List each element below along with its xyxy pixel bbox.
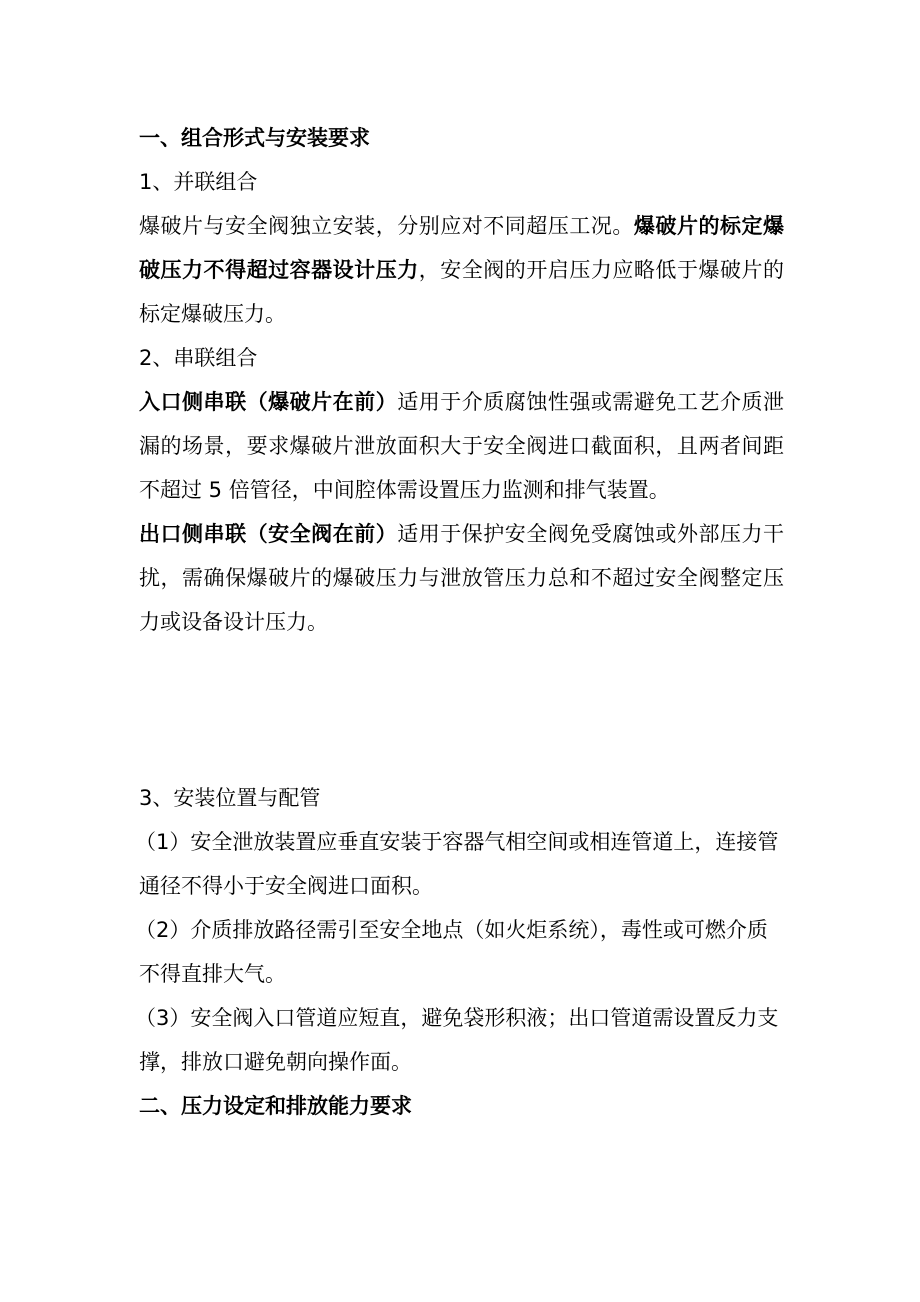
subheading-parallel: 1、并联组合 (139, 170, 258, 194)
paragraph-parallel (139, 204, 784, 336)
list-item-2: （2）介质排放路径需引至安全地点（如火炬系统），毒性或可燃介质不得直排大气。 (135, 918, 768, 986)
paragraph-outlet-series (139, 512, 784, 644)
blank-space (139, 644, 784, 776)
outlet-series-bold: 出口侧串联（安全阀在前） (139, 522, 398, 546)
outlet-series-text: 适用于保护安全阀免受腐蚀或外部压力干扰，需确保爆破片的爆破压力与泄放管压力总和不超过安全阀整定压力或设备设计压力。 (139, 522, 785, 634)
list-item-1: （1）安全泄放装置应垂直安装于容器气相空间或相连管道上，连接管通径不得小于安全阀进口面积。 (135, 830, 779, 898)
paragraph-parallel-text-b: ，安全阀的开启压力应略低于爆破片的标定爆破压力。 (139, 258, 785, 326)
section-heading-2: 二、压力设定和排放能力要求 (139, 1094, 412, 1118)
paragraph-parallel-text-a: 爆破片与安全阀独立安装，分别应对不同超压工况。 (139, 214, 634, 238)
paragraph-inlet-series (139, 380, 784, 512)
paragraph-parallel-bold: 爆破片的标定爆破压力不得超过容器设计压力 (139, 214, 785, 282)
inlet-series-text: 适用于介质腐蚀性强或需避免工艺介质泄漏的场景，要求爆破片泄放面积大于安全阀进口截面积，且两者间距不超过 5 倍管径，中间腔体需设置压力监测和排气装置。 (139, 390, 785, 502)
inlet-series-bold: 入口侧串联（爆破片在前） (139, 390, 398, 414)
subheading-installation: 3、安装位置与配管 (139, 786, 321, 810)
document-body (135, 116, 785, 1128)
subheading-series: 2、串联组合 (139, 346, 258, 370)
list-item-3: （3）安全阀入口管道应短直，避免袋形积液；出口管道需设置反力支撑，排放口避免朝向操作面。 (135, 1006, 779, 1074)
section-heading-1: 一、组合形式与安装要求 (139, 126, 370, 150)
